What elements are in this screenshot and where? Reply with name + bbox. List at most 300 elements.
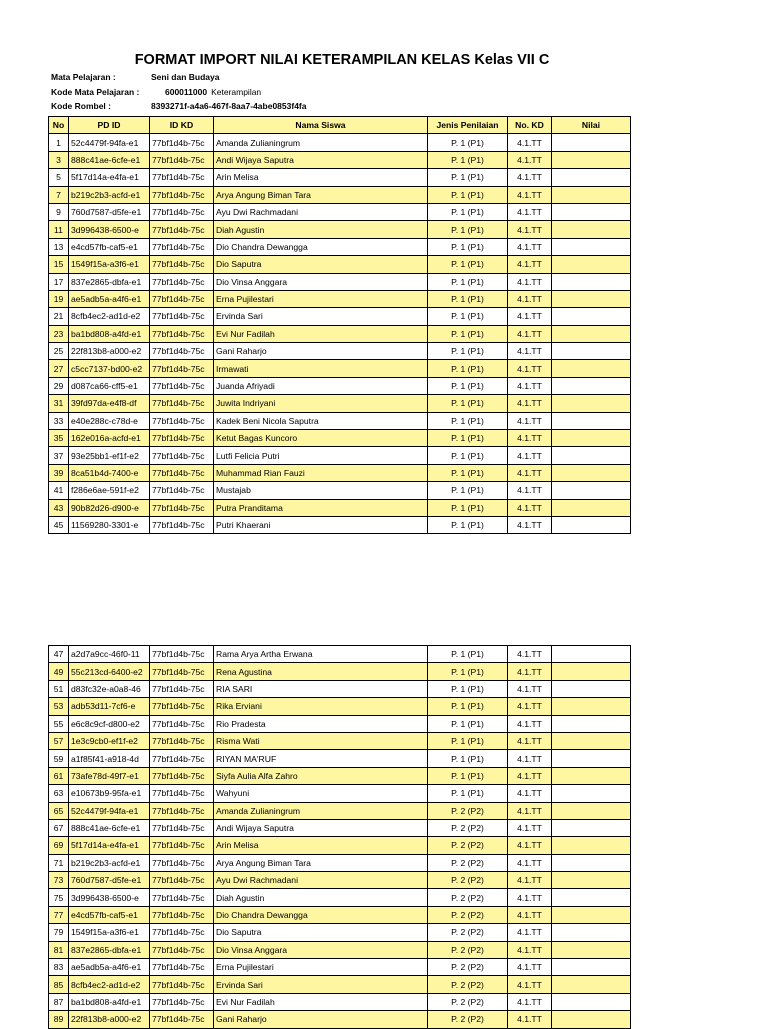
- cell-nama-siswa: Putra Pranditama: [214, 499, 428, 516]
- cell-id-kd: 77bf1d4b-75c: [150, 343, 214, 360]
- cell-no-kd: 4.1.TT: [508, 221, 552, 238]
- cell-no: 9: [49, 203, 69, 220]
- cell-nilai-input[interactable]: [552, 785, 631, 802]
- cell-pd-id: e4cd57fb-caf5-e1: [69, 906, 150, 923]
- cell-no-kd: 4.1.TT: [508, 360, 552, 377]
- cell-nama-siswa: Muhammad Rian Fauzi: [214, 464, 428, 481]
- table-row: [49, 499, 631, 516]
- cell-no-kd: 4.1.TT: [508, 715, 552, 732]
- cell-nilai-input[interactable]: [552, 499, 631, 516]
- cell-pd-id: 39fd97da-e4f8-df: [69, 395, 150, 412]
- cell-nilai-input[interactable]: [552, 412, 631, 429]
- cell-no: 71: [49, 854, 69, 871]
- cell-id-kd: 77bf1d4b-75c: [150, 395, 214, 412]
- cell-nilai-input[interactable]: [552, 715, 631, 732]
- meta-rombel: [51, 101, 306, 111]
- kode-mapel-extra: Keterampilan: [211, 87, 262, 97]
- cell-nilai-input[interactable]: [552, 767, 631, 784]
- table-row: [49, 732, 631, 749]
- cell-no-kd: 4.1.TT: [508, 256, 552, 273]
- cell-id-kd: 77bf1d4b-75c: [150, 377, 214, 394]
- cell-pd-id: 3d996438-6500-e: [69, 221, 150, 238]
- header-id-kd: ID KD: [150, 117, 214, 134]
- cell-no-kd: 4.1.TT: [508, 1011, 552, 1028]
- table-row: [49, 1011, 631, 1028]
- cell-pd-id: 837e2865-dbfa-e1: [69, 273, 150, 290]
- cell-no-kd: 4.1.TT: [508, 872, 552, 889]
- cell-pd-id: 888c41ae-6cfe-e1: [69, 151, 150, 168]
- table-row: [49, 447, 631, 464]
- cell-id-kd: 77bf1d4b-75c: [150, 325, 214, 342]
- table-row: [49, 151, 631, 168]
- cell-nama-siswa: Evi Nur Fadilah: [214, 993, 428, 1010]
- table-row: [49, 464, 631, 481]
- table-row: [49, 785, 631, 802]
- cell-jenis-penilaian: P. 1 (P1): [428, 663, 508, 680]
- cell-no-kd: 4.1.TT: [508, 680, 552, 697]
- cell-pd-id: 3d996438-6500-e: [69, 889, 150, 906]
- cell-id-kd: 77bf1d4b-75c: [150, 308, 214, 325]
- cell-no: 43: [49, 499, 69, 516]
- cell-pd-id: 22f813b8-a000-e2: [69, 343, 150, 360]
- table-row: [49, 430, 631, 447]
- cell-nama-siswa: Erna Pujilestari: [214, 290, 428, 307]
- cell-id-kd: 77bf1d4b-75c: [150, 447, 214, 464]
- table-row: [49, 256, 631, 273]
- cell-jenis-penilaian: P. 2 (P2): [428, 854, 508, 871]
- cell-id-kd: 77bf1d4b-75c: [150, 924, 214, 941]
- cell-no: 21: [49, 308, 69, 325]
- cell-no: 7: [49, 186, 69, 203]
- cell-no: 69: [49, 837, 69, 854]
- cell-nilai-input[interactable]: [552, 203, 631, 220]
- cell-no: 13: [49, 238, 69, 255]
- table-row: [49, 663, 631, 680]
- cell-jenis-penilaian: P. 1 (P1): [428, 134, 508, 151]
- cell-no: 85: [49, 976, 69, 993]
- cell-pd-id: ba1bd808-a4fd-e1: [69, 325, 150, 342]
- cell-no: 37: [49, 447, 69, 464]
- table-row: [49, 819, 631, 836]
- cell-pd-id: e40e288c-c78d-e: [69, 412, 150, 429]
- cell-no-kd: 4.1.TT: [508, 924, 552, 941]
- cell-jenis-penilaian: P. 1 (P1): [428, 750, 508, 767]
- table-row: [49, 308, 631, 325]
- cell-nilai-input[interactable]: [552, 959, 631, 976]
- cell-no-kd: 4.1.TT: [508, 941, 552, 958]
- cell-nama-siswa: Rika Erviani: [214, 698, 428, 715]
- cell-nama-siswa: Dio Vinsa Anggara: [214, 273, 428, 290]
- cell-nilai-input[interactable]: [552, 343, 631, 360]
- cell-no-kd: 4.1.TT: [508, 464, 552, 481]
- cell-no: 29: [49, 377, 69, 394]
- cell-nilai-input[interactable]: [552, 802, 631, 819]
- cell-nilai-input[interactable]: [552, 377, 631, 394]
- cell-no-kd: 4.1.TT: [508, 499, 552, 516]
- cell-no: 53: [49, 698, 69, 715]
- cell-nama-siswa: Andi Wijaya Saputra: [214, 819, 428, 836]
- table-row: [49, 203, 631, 220]
- cell-jenis-penilaian: P. 1 (P1): [428, 646, 508, 663]
- cell-id-kd: 77bf1d4b-75c: [150, 360, 214, 377]
- cell-nilai-input[interactable]: [552, 646, 631, 663]
- cell-id-kd: 77bf1d4b-75c: [150, 1011, 214, 1028]
- cell-no-kd: 4.1.TT: [508, 785, 552, 802]
- cell-nama-siswa: Gani Raharjo: [214, 343, 428, 360]
- cell-nilai-input[interactable]: [552, 976, 631, 993]
- cell-no: 45: [49, 516, 69, 533]
- cell-pd-id: 22f813b8-a000-e2: [69, 1011, 150, 1028]
- cell-nama-siswa: Lutfi Felicia Putri: [214, 447, 428, 464]
- header-no-kd: No. KD: [508, 117, 552, 134]
- table-row: [49, 802, 631, 819]
- cell-nama-siswa: Kadek Beni Nicola Saputra: [214, 412, 428, 429]
- cell-pd-id: ba1bd808-a4fd-e1: [69, 993, 150, 1010]
- cell-id-kd: 77bf1d4b-75c: [150, 203, 214, 220]
- cell-jenis-penilaian: P. 1 (P1): [428, 377, 508, 394]
- cell-no: 27: [49, 360, 69, 377]
- cell-nilai-input[interactable]: [552, 430, 631, 447]
- cell-nama-siswa: Amanda Zulianingrum: [214, 134, 428, 151]
- cell-jenis-penilaian: P. 2 (P2): [428, 819, 508, 836]
- cell-id-kd: 77bf1d4b-75c: [150, 482, 214, 499]
- cell-no: 47: [49, 646, 69, 663]
- cell-pd-id: 837e2865-dbfa-e1: [69, 941, 150, 958]
- cell-no: 31: [49, 395, 69, 412]
- cell-nilai-input[interactable]: [552, 516, 631, 533]
- cell-jenis-penilaian: P. 1 (P1): [428, 395, 508, 412]
- cell-id-kd: 77bf1d4b-75c: [150, 238, 214, 255]
- table-row: [49, 482, 631, 499]
- cell-nilai-input[interactable]: [552, 482, 631, 499]
- cell-no: 17: [49, 273, 69, 290]
- cell-jenis-penilaian: P. 2 (P2): [428, 959, 508, 976]
- cell-nama-siswa: Irmawati: [214, 360, 428, 377]
- cell-id-kd: 77bf1d4b-75c: [150, 732, 214, 749]
- table-row: [49, 906, 631, 923]
- cell-no-kd: 4.1.TT: [508, 854, 552, 871]
- cell-id-kd: 77bf1d4b-75c: [150, 186, 214, 203]
- cell-jenis-penilaian: P. 1 (P1): [428, 256, 508, 273]
- table-row: [49, 412, 631, 429]
- cell-no-kd: 4.1.TT: [508, 412, 552, 429]
- cell-pd-id: 162e016a-acfd-e1: [69, 430, 150, 447]
- cell-nilai-input[interactable]: [552, 854, 631, 871]
- cell-no: 5: [49, 169, 69, 186]
- mapel-label: Mata Pelajaran :: [51, 72, 116, 82]
- cell-jenis-penilaian: P. 1 (P1): [428, 785, 508, 802]
- cell-no-kd: 4.1.TT: [508, 169, 552, 186]
- cell-no: 77: [49, 906, 69, 923]
- cell-nama-siswa: Ervinda Sari: [214, 308, 428, 325]
- cell-nama-siswa: Erna Pujilestari: [214, 959, 428, 976]
- kode-mapel-value: 600011000: [165, 87, 208, 97]
- cell-jenis-penilaian: P. 1 (P1): [428, 308, 508, 325]
- header-nama-siswa: Nama Siswa: [214, 117, 428, 134]
- cell-nama-siswa: Putri Khaerani: [214, 516, 428, 533]
- cell-no: 87: [49, 993, 69, 1010]
- cell-no-kd: 4.1.TT: [508, 273, 552, 290]
- table-row: [49, 360, 631, 377]
- cell-nama-siswa: Dio Chandra Dewangga: [214, 238, 428, 255]
- meta-kode-mapel: [51, 87, 261, 97]
- cell-jenis-penilaian: P. 1 (P1): [428, 447, 508, 464]
- rombel-label: Kode Rombel :: [51, 101, 111, 111]
- cell-nilai-input[interactable]: [552, 663, 631, 680]
- cell-jenis-penilaian: P. 1 (P1): [428, 343, 508, 360]
- cell-id-kd: 77bf1d4b-75c: [150, 273, 214, 290]
- cell-nama-siswa: Dio Chandra Dewangga: [214, 906, 428, 923]
- cell-no: 63: [49, 785, 69, 802]
- cell-nilai-input[interactable]: [552, 221, 631, 238]
- cell-no-kd: 4.1.TT: [508, 732, 552, 749]
- cell-no-kd: 4.1.TT: [508, 837, 552, 854]
- cell-no: 65: [49, 802, 69, 819]
- cell-nilai-input[interactable]: [552, 256, 631, 273]
- cell-nama-siswa: RIA SARI: [214, 680, 428, 697]
- cell-nilai-input[interactable]: [552, 238, 631, 255]
- cell-pd-id: 1549f15a-a3f6-e1: [69, 256, 150, 273]
- cell-no: 67: [49, 819, 69, 836]
- cell-jenis-penilaian: P. 2 (P2): [428, 976, 508, 993]
- cell-pd-id: f286e6ae-591f-e2: [69, 482, 150, 499]
- cell-no-kd: 4.1.TT: [508, 750, 552, 767]
- cell-nilai-input[interactable]: [552, 906, 631, 923]
- cell-nilai-input[interactable]: [552, 290, 631, 307]
- cell-no-kd: 4.1.TT: [508, 377, 552, 394]
- cell-no: 59: [49, 750, 69, 767]
- cell-nilai-input[interactable]: [552, 1011, 631, 1028]
- cell-pd-id: 52c4479f-94fa-e1: [69, 134, 150, 151]
- cell-nilai-input[interactable]: [552, 941, 631, 958]
- cell-jenis-penilaian: P. 2 (P2): [428, 837, 508, 854]
- rombel-value: 8393271f-a4a6-467f-8aa7-4abe0853f4fa: [151, 101, 307, 111]
- cell-nama-siswa: Evi Nur Fadilah: [214, 325, 428, 342]
- mapel-value: Seni dan Budaya: [151, 72, 220, 82]
- cell-no: 15: [49, 256, 69, 273]
- cell-nama-siswa: Rama Arya Artha Erwana: [214, 646, 428, 663]
- cell-no: 89: [49, 1011, 69, 1028]
- table-row: [49, 377, 631, 394]
- header-nilai: Nilai: [552, 117, 631, 134]
- cell-no: 3: [49, 151, 69, 168]
- cell-nama-siswa: Arin Melisa: [214, 169, 428, 186]
- cell-id-kd: 77bf1d4b-75c: [150, 889, 214, 906]
- cell-no-kd: 4.1.TT: [508, 134, 552, 151]
- cell-no-kd: 4.1.TT: [508, 516, 552, 533]
- cell-nilai-input[interactable]: [552, 837, 631, 854]
- cell-no: 35: [49, 430, 69, 447]
- cell-id-kd: 77bf1d4b-75c: [150, 698, 214, 715]
- cell-no-kd: 4.1.TT: [508, 430, 552, 447]
- cell-pd-id: 1549f15a-a3f6-e1: [69, 924, 150, 941]
- cell-jenis-penilaian: P. 1 (P1): [428, 360, 508, 377]
- cell-nama-siswa: Andi Wijaya Saputra: [214, 151, 428, 168]
- cell-nilai-input[interactable]: [552, 395, 631, 412]
- table-row: [49, 959, 631, 976]
- cell-no: 33: [49, 412, 69, 429]
- cell-jenis-penilaian: P. 1 (P1): [428, 516, 508, 533]
- cell-pd-id: 55c213cd-6400-e2: [69, 663, 150, 680]
- cell-no-kd: 4.1.TT: [508, 325, 552, 342]
- cell-nilai-input[interactable]: [552, 872, 631, 889]
- cell-id-kd: 77bf1d4b-75c: [150, 412, 214, 429]
- cell-nama-siswa: Rena Agustina: [214, 663, 428, 680]
- cell-id-kd: 77bf1d4b-75c: [150, 819, 214, 836]
- table-row: [49, 993, 631, 1010]
- cell-nilai-input[interactable]: [552, 325, 631, 342]
- table-row: [49, 343, 631, 360]
- cell-jenis-penilaian: P. 1 (P1): [428, 290, 508, 307]
- table-row: [49, 837, 631, 854]
- cell-nama-siswa: Arya Angung Biman Tara: [214, 186, 428, 203]
- cell-nilai-input[interactable]: [552, 308, 631, 325]
- cell-nama-siswa: Ketut Bagas Kuncoro: [214, 430, 428, 447]
- cell-no-kd: 4.1.TT: [508, 186, 552, 203]
- cell-no: 19: [49, 290, 69, 307]
- cell-id-kd: 77bf1d4b-75c: [150, 837, 214, 854]
- cell-id-kd: 77bf1d4b-75c: [150, 872, 214, 889]
- document-title: FORMAT IMPORT NILAI KETERAMPILAN KELAS Kelas VII C: [134, 52, 550, 68]
- cell-nama-siswa: Arin Melisa: [214, 837, 428, 854]
- cell-jenis-penilaian: P. 1 (P1): [428, 186, 508, 203]
- table-row: [49, 767, 631, 784]
- table-row: [49, 186, 631, 203]
- cell-jenis-penilaian: P. 1 (P1): [428, 698, 508, 715]
- cell-nama-siswa: Rio Pradesta: [214, 715, 428, 732]
- cell-jenis-penilaian: P. 2 (P2): [428, 993, 508, 1010]
- cell-nilai-input[interactable]: [552, 698, 631, 715]
- cell-nilai-input[interactable]: [552, 464, 631, 481]
- cell-no-kd: 4.1.TT: [508, 663, 552, 680]
- cell-no-kd: 4.1.TT: [508, 151, 552, 168]
- cell-id-kd: 77bf1d4b-75c: [150, 290, 214, 307]
- cell-no-kd: 4.1.TT: [508, 767, 552, 784]
- cell-no: 49: [49, 663, 69, 680]
- cell-id-kd: 77bf1d4b-75c: [150, 906, 214, 923]
- header-no: No: [49, 117, 69, 134]
- cell-no-kd: 4.1.TT: [508, 290, 552, 307]
- cell-nilai-input[interactable]: [552, 447, 631, 464]
- cell-nilai-input[interactable]: [552, 134, 631, 151]
- cell-no-kd: 4.1.TT: [508, 906, 552, 923]
- cell-no-kd: 4.1.TT: [508, 238, 552, 255]
- cell-jenis-penilaian: P. 2 (P2): [428, 1011, 508, 1028]
- cell-id-kd: 77bf1d4b-75c: [150, 464, 214, 481]
- table-row: [49, 273, 631, 290]
- cell-pd-id: e4cd57fb-caf5-e1: [69, 238, 150, 255]
- meta-mapel: [51, 72, 220, 82]
- table-row: [49, 680, 631, 697]
- cell-no: 1: [49, 134, 69, 151]
- cell-nilai-input[interactable]: [552, 819, 631, 836]
- table-row: [49, 516, 631, 533]
- cell-nilai-input[interactable]: [552, 732, 631, 749]
- table-row: [49, 715, 631, 732]
- cell-nilai-input[interactable]: [552, 750, 631, 767]
- table-row: [49, 646, 631, 663]
- cell-nama-siswa: Juanda Afriyadi: [214, 377, 428, 394]
- table-row: [49, 221, 631, 238]
- table-row: [49, 872, 631, 889]
- cell-nilai-input[interactable]: [552, 273, 631, 290]
- cell-id-kd: 77bf1d4b-75c: [150, 715, 214, 732]
- cell-pd-id: 93e25bb1-ef1f-e2: [69, 447, 150, 464]
- cell-no-kd: 4.1.TT: [508, 993, 552, 1010]
- cell-nama-siswa: Dio Saputra: [214, 924, 428, 941]
- cell-nama-siswa: Ayu Dwi Rachmadani: [214, 872, 428, 889]
- cell-nama-siswa: Wahyuni: [214, 785, 428, 802]
- cell-pd-id: 90b82d26-d900-e: [69, 499, 150, 516]
- cell-id-kd: 77bf1d4b-75c: [150, 256, 214, 273]
- cell-pd-id: d087ca66-cff5-e1: [69, 377, 150, 394]
- cell-nilai-input[interactable]: [552, 169, 631, 186]
- cell-no: 61: [49, 767, 69, 784]
- cell-id-kd: 77bf1d4b-75c: [150, 646, 214, 663]
- cell-pd-id: 52c4479f-94fa-e1: [69, 802, 150, 819]
- cell-jenis-penilaian: P. 1 (P1): [428, 325, 508, 342]
- cell-id-kd: 77bf1d4b-75c: [150, 750, 214, 767]
- cell-nilai-input[interactable]: [552, 924, 631, 941]
- cell-pd-id: b219c2b3-acfd-e1: [69, 854, 150, 871]
- cell-nama-siswa: Dio Vinsa Anggara: [214, 941, 428, 958]
- cell-jenis-penilaian: P. 1 (P1): [428, 732, 508, 749]
- cell-no: 23: [49, 325, 69, 342]
- cell-no-kd: 4.1.TT: [508, 203, 552, 220]
- cell-nama-siswa: Diah Agustin: [214, 889, 428, 906]
- cell-id-kd: 77bf1d4b-75c: [150, 221, 214, 238]
- cell-id-kd: 77bf1d4b-75c: [150, 976, 214, 993]
- kode-mapel-label: Kode Mata Pelajaran :: [51, 87, 140, 97]
- cell-no: 51: [49, 680, 69, 697]
- cell-id-kd: 77bf1d4b-75c: [150, 941, 214, 958]
- cell-pd-id: 73afe78d-49f7-e1: [69, 767, 150, 784]
- cell-nilai-input[interactable]: [552, 186, 631, 203]
- cell-no: 57: [49, 732, 69, 749]
- cell-nilai-input[interactable]: [552, 680, 631, 697]
- cell-nilai-input[interactable]: [552, 151, 631, 168]
- cell-jenis-penilaian: P. 1 (P1): [428, 499, 508, 516]
- cell-jenis-penilaian: P. 1 (P1): [428, 203, 508, 220]
- header-jenis-penilaian: Jenis Penilaian: [428, 117, 508, 134]
- cell-pd-id: 8cfb4ec2-ad1d-e2: [69, 976, 150, 993]
- cell-jenis-penilaian: P. 2 (P2): [428, 802, 508, 819]
- cell-pd-id: b219c2b3-acfd-e1: [69, 186, 150, 203]
- cell-no-kd: 4.1.TT: [508, 482, 552, 499]
- cell-no: 73: [49, 872, 69, 889]
- cell-nama-siswa: Risma Wati: [214, 732, 428, 749]
- cell-id-kd: 77bf1d4b-75c: [150, 499, 214, 516]
- cell-jenis-penilaian: P. 1 (P1): [428, 238, 508, 255]
- cell-jenis-penilaian: P. 1 (P1): [428, 221, 508, 238]
- table-header-row: [49, 117, 631, 134]
- cell-no: 55: [49, 715, 69, 732]
- cell-nilai-input[interactable]: [552, 889, 631, 906]
- cell-no-kd: 4.1.TT: [508, 889, 552, 906]
- cell-jenis-penilaian: P. 1 (P1): [428, 273, 508, 290]
- cell-jenis-penilaian: P. 1 (P1): [428, 430, 508, 447]
- nilai-table-2: [48, 645, 631, 1029]
- cell-no: 75: [49, 889, 69, 906]
- cell-pd-id: 5f17d14a-e4fa-e1: [69, 169, 150, 186]
- cell-no-kd: 4.1.TT: [508, 698, 552, 715]
- cell-nilai-input[interactable]: [552, 993, 631, 1010]
- cell-no-kd: 4.1.TT: [508, 802, 552, 819]
- cell-nilai-input[interactable]: [552, 360, 631, 377]
- cell-pd-id: e6c8c9cf-d800-e2: [69, 715, 150, 732]
- cell-pd-id: adb53d11-7cf6-e: [69, 698, 150, 715]
- cell-id-kd: 77bf1d4b-75c: [150, 663, 214, 680]
